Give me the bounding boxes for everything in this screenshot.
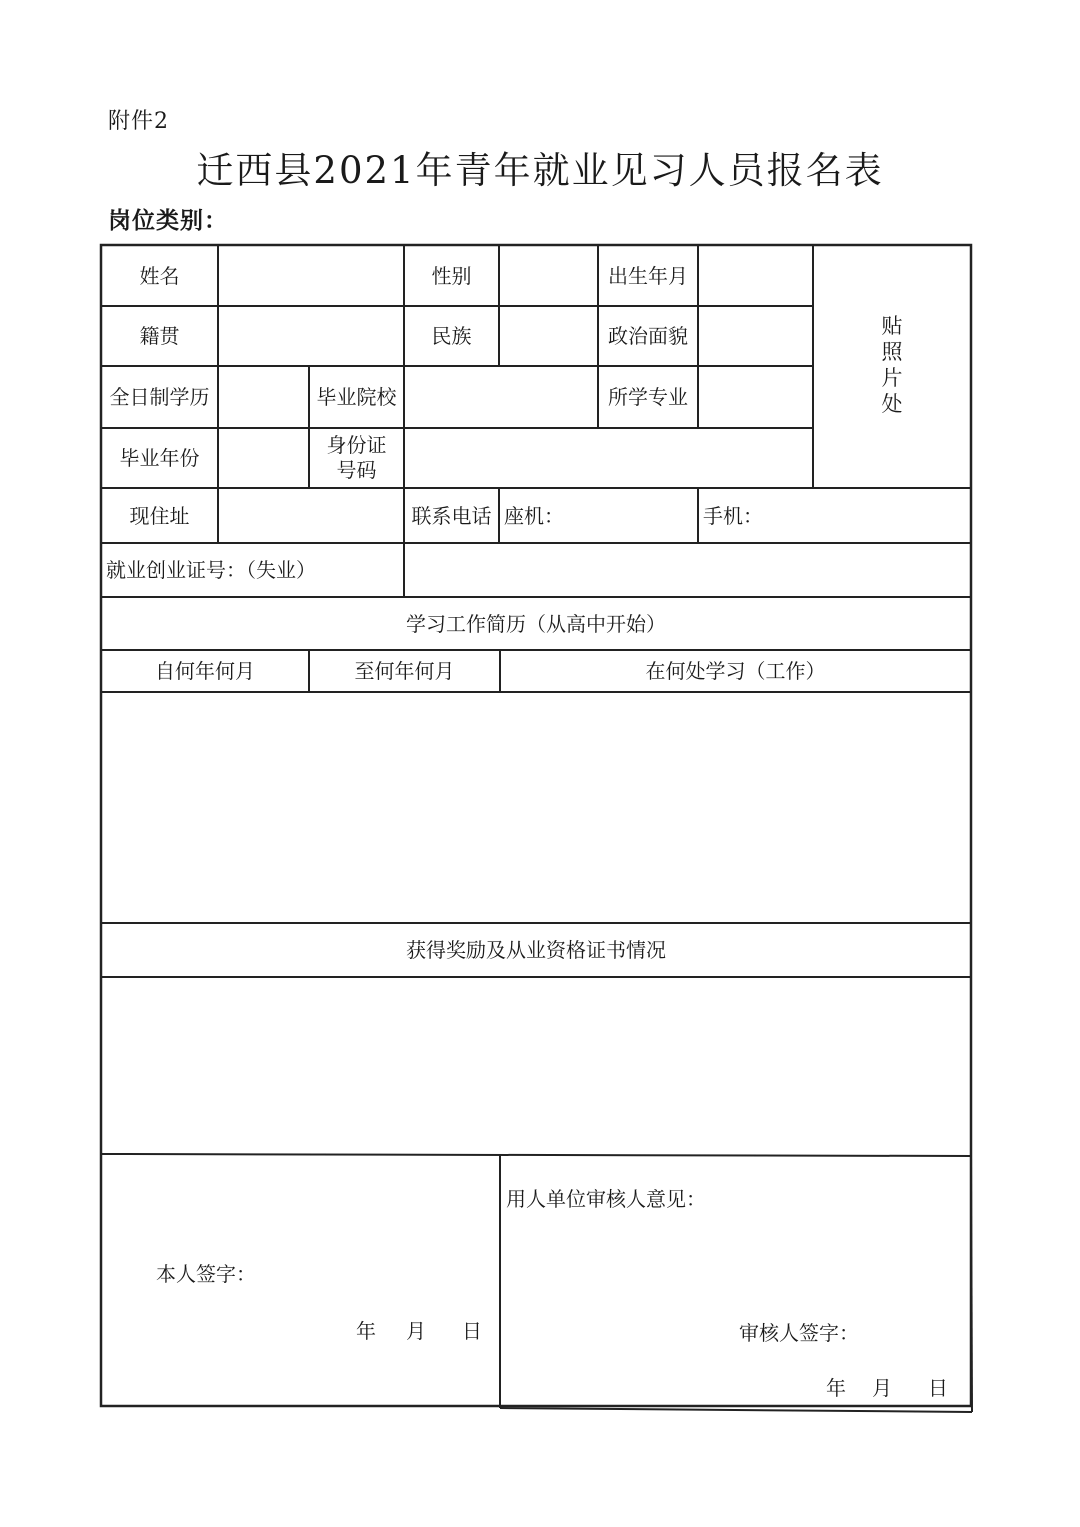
employer-opinion-label: 用人单位审核人意见： [506,1187,706,1211]
date-day: 日 [462,1319,482,1343]
self-signature-label: 本人签字： [156,1262,256,1286]
school-field[interactable] [404,366,598,428]
resume-section-title: 学习工作简历（从高中开始） [406,611,666,636]
address-field[interactable] [218,488,404,543]
mobile-field[interactable] [698,488,971,543]
gender-label: 性别 [431,263,472,288]
education-field[interactable] [218,366,309,428]
photo-box[interactable] [813,245,971,488]
id-number-field[interactable] [404,428,813,488]
gender-field[interactable] [499,245,598,306]
resume-where-header: 在何处学习（工作） [645,659,826,683]
political-status-field[interactable] [698,306,813,366]
landline-field[interactable] [499,488,698,543]
attachment-label: 附件2 [108,109,169,134]
reviewer-signature-date[interactable] [826,1372,948,1401]
ethnicity-field[interactable] [499,306,598,366]
graduation-year-label: 毕业年份 [119,446,200,470]
mobile-label: 手机： [703,503,763,528]
date-month: 月 [406,1319,426,1343]
resume-entries-area[interactable] [101,692,971,923]
photo-label-char: 片 [881,366,903,390]
employment-cert-field[interactable] [404,543,971,597]
reviewer-signature-label: 审核人签字： [739,1321,859,1345]
school-label: 毕业院校 [316,385,397,409]
political-status-label: 政治面貌 [608,324,688,348]
hometown-field[interactable] [218,306,404,366]
major-label: 所学专业 [608,385,688,409]
photo-label-char: 照 [881,340,903,364]
date-year: 年 [356,1319,376,1343]
birth-label: 出生年月 [608,263,688,288]
ethnicity-label: 民族 [431,324,472,348]
photo-label-char: 处 [881,392,903,416]
date-year: 年 [826,1376,846,1400]
job-category-label: 岗位类别： [108,207,228,234]
id-number-label [309,428,404,488]
date-month: 月 [872,1376,892,1400]
resume-to-header: 至何年何月 [354,659,455,683]
awards-section-title: 获得奖励及从业资格证书情况 [406,938,666,962]
name-label: 姓名 [139,263,180,288]
name-field[interactable] [218,245,404,306]
major-field[interactable] [698,366,813,428]
phone-label: 联系电话 [411,503,492,528]
page-title: 迁西县2021年青年就业见习人员报名表 [196,149,884,192]
education-label: 全日制学历 [109,385,210,409]
graduation-year-field[interactable] [218,428,309,488]
landline-label: 座机： [504,503,564,528]
birth-field[interactable] [698,245,813,306]
address-label: 现住址 [129,503,190,528]
resume-from-header: 自何年何月 [155,659,255,683]
self-signature-date[interactable] [356,1315,482,1344]
hometown-label: 籍贯 [139,324,180,348]
id-number-label-line: 号码 [336,458,377,482]
id-number-label-line: 身份证 [326,433,387,457]
date-day: 日 [928,1376,948,1400]
employment-cert-label: 就业创业证号：（失业） [106,558,316,582]
photo-label-char: 贴 [881,314,903,338]
awards-entries-area[interactable] [101,977,971,1155]
